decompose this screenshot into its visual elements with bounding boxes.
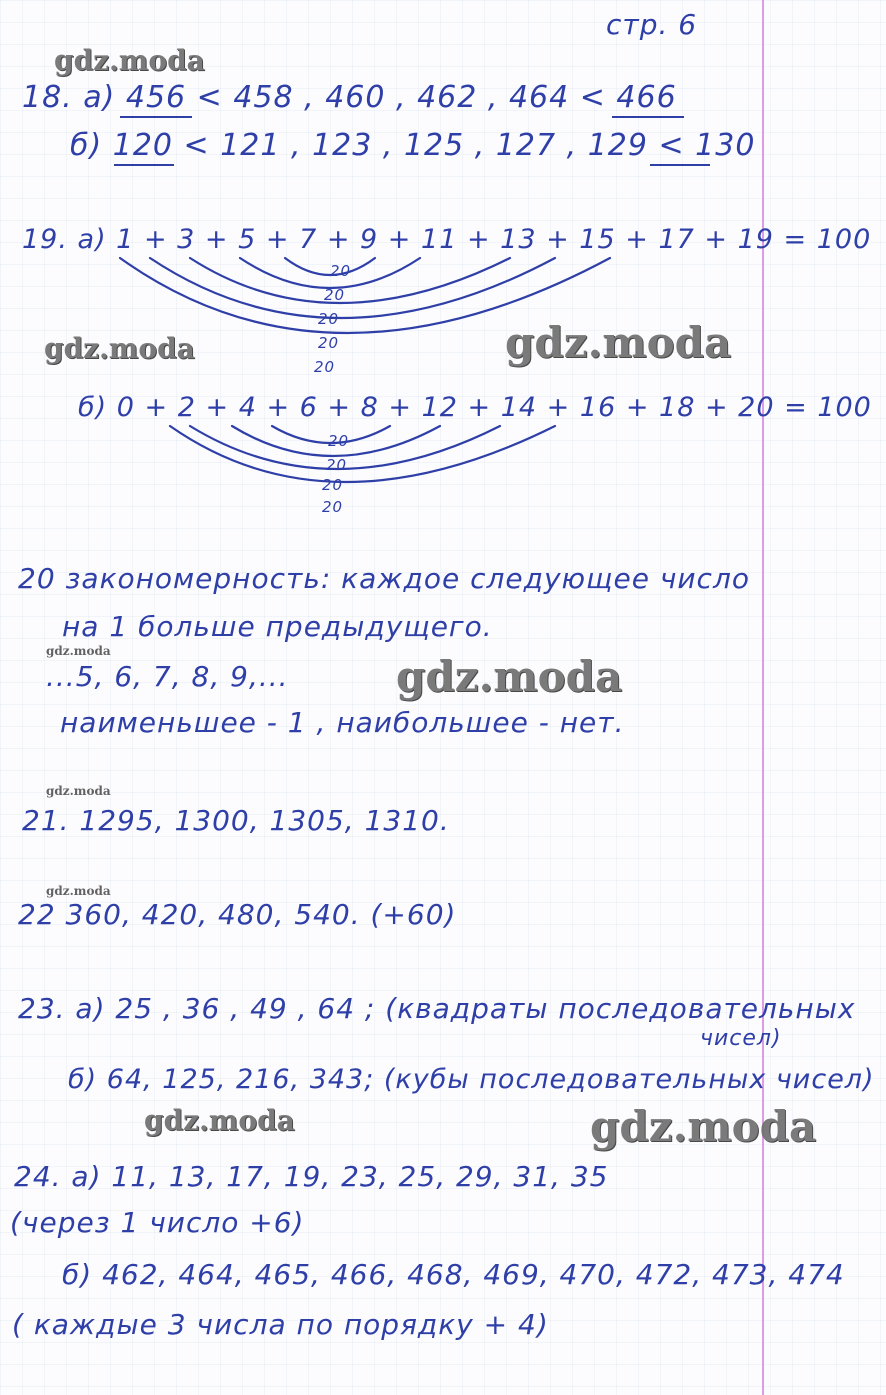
task-24a-note: (через 1 число +6) [10, 1206, 305, 1239]
task-20-line-4: наименьшее - 1 , наибольшее - нет. [60, 706, 625, 739]
task-18b: б) 120 < 121 , 123 , 125 , 127 , 129 < 130 [70, 128, 756, 163]
watermark-3: gdz.moda [505, 318, 732, 367]
sum-label-19b-2: 20 [326, 456, 348, 474]
sum-label-19b-1: 20 [328, 432, 350, 450]
watermark-7: gdz.moda [46, 884, 111, 898]
task-20-line-2: на 1 больше предыдущего. [62, 610, 493, 643]
task-22: 22 360, 420, 480, 540. (+60) [18, 898, 457, 931]
watermark-8: gdz.moda [144, 1104, 295, 1137]
sum-label-19a-3: 20 [318, 310, 340, 328]
sum-label-19a-1: 20 [330, 262, 352, 280]
watermark-6: gdz.moda [46, 784, 111, 798]
task-19a: 19. а) 1 + 3 + 5 + 7 + 9 + 11 + 13 + 15 + 17 + 19 = 100 [22, 224, 872, 255]
sum-label-19a-4: 20 [318, 334, 340, 352]
task-21: 21. 1295, 1300, 1305, 1310. [22, 804, 450, 837]
task-19b: б) 0 + 2 + 4 + 6 + 8 + 12 + 14 + 16 + 18 + 20 = 100 [78, 392, 872, 423]
watermark-2: gdz.moda [44, 332, 195, 365]
task-24a: 24. а) 11, 13, 17, 19, 23, 25, 29, 31, 35 [14, 1160, 609, 1193]
page-number: стр. 6 [606, 8, 698, 41]
watermark-1: gdz.moda [54, 44, 205, 77]
task-24b: б) 462, 464, 465, 466, 468, 469, 470, 472, 473, 474 [62, 1258, 845, 1291]
task-23a: 23. а) 25 , 36 , 49 , 64 ; (квадраты последовательных [18, 992, 856, 1025]
sum-label-19a-2: 20 [324, 286, 346, 304]
sum-label-19a-5: 20 [314, 358, 336, 376]
task-23a-cont: чисел) [700, 1026, 782, 1051]
arc-19a-5 [120, 258, 610, 333]
task-23b: б) 64, 125, 216, 343; (кубы последовательных чисел) [68, 1064, 875, 1095]
watermark-5: gdz.moda [396, 652, 623, 701]
watermark-9: gdz.moda [590, 1102, 817, 1151]
task-20-line-3: ...5, 6, 7, 8, 9,... [46, 660, 289, 693]
sum-label-19b-4: 20 [322, 498, 344, 516]
task-18a: 18. а) 456 < 458 , 460 , 462 , 464 < 466 [22, 80, 677, 115]
watermark-4: gdz.moda [46, 644, 111, 658]
task-24b-note: ( каждые 3 числа по порядку + 4) [12, 1308, 549, 1341]
sum-label-19b-3: 20 [322, 476, 344, 494]
task-20-line-1: 20 закономерность: каждое следующее число [18, 562, 750, 595]
